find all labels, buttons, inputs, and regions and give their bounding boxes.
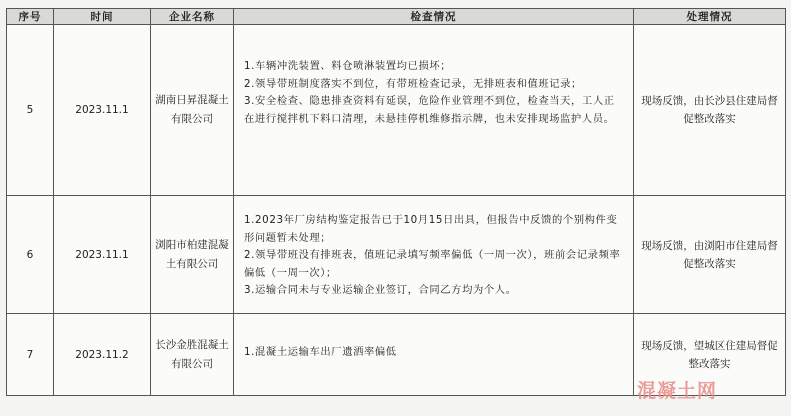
- row-inspection: [234, 314, 634, 396]
- header-time: 时间: [54, 9, 151, 25]
- inspection-item: 3.安全检查、隐患排查资料有延误，危险作业管理不到位，检查当天，工人正在进行搅拌机下料口清理，未悬挂停机维修指示牌，也未安排现场监护人员。: [244, 95, 615, 125]
- watermark-logo: 混凝土网: [637, 380, 718, 402]
- row-time: 2023.11.2: [54, 314, 151, 396]
- row-company: 浏阳市柏建混凝土有限公司: [151, 196, 234, 314]
- table-row: [7, 196, 786, 314]
- inspection-table: [6, 8, 786, 396]
- inspection-item: 3.运输合同未与专业运输企业签订，合同乙方均为个人。: [244, 284, 517, 296]
- inspection-item: 1.车辆冲洗装置、料仓喷淋装置均已损坏；: [244, 60, 452, 72]
- row-handling: 现场反馈，由长沙县住建局督促整改落实: [634, 25, 786, 196]
- header-seq: 序号: [7, 9, 54, 25]
- row-time: 2023.11.1: [54, 196, 151, 314]
- row-seq: 5: [7, 25, 54, 196]
- row-seq: 7: [7, 314, 54, 396]
- row-time: 2023.11.1: [54, 25, 151, 196]
- row-company: 长沙金胜混凝土有限公司: [151, 314, 234, 396]
- inspection-item: 1.2023年厂房结构鉴定报告已于10月15日出具，但报告中反馈的个别构件变形问题暂未处理；: [244, 214, 618, 244]
- header-company: 企业名称: [151, 9, 234, 25]
- row-seq: 6: [7, 196, 54, 314]
- header-inspection: 检查情况: [234, 9, 634, 25]
- row-company: 湖南日昇混凝土有限公司: [151, 25, 234, 196]
- row-inspection: [234, 25, 634, 196]
- inspection-item: 1.混凝土运输车出厂遗洒率偏低: [244, 346, 397, 358]
- inspection-item: 2.领导带班制度落实不到位，有带班检查记录，无排班表和值班记录；: [244, 77, 582, 90]
- header-handling: 处理情况: [634, 9, 786, 25]
- inspection-item: 2.领导带班没有排班表，值班记录填写频率偏低（一周一次），班前会记录频率偏低（一周一次）；: [244, 249, 621, 279]
- row-handling: 现场反馈，由浏阳市住建局督促整改落实: [634, 196, 786, 314]
- table-row: [7, 25, 786, 196]
- row-inspection: [234, 196, 634, 314]
- header-row: [7, 9, 786, 25]
- row-handling: 现场反馈，望城区住建局督促整改落实: [634, 314, 786, 396]
